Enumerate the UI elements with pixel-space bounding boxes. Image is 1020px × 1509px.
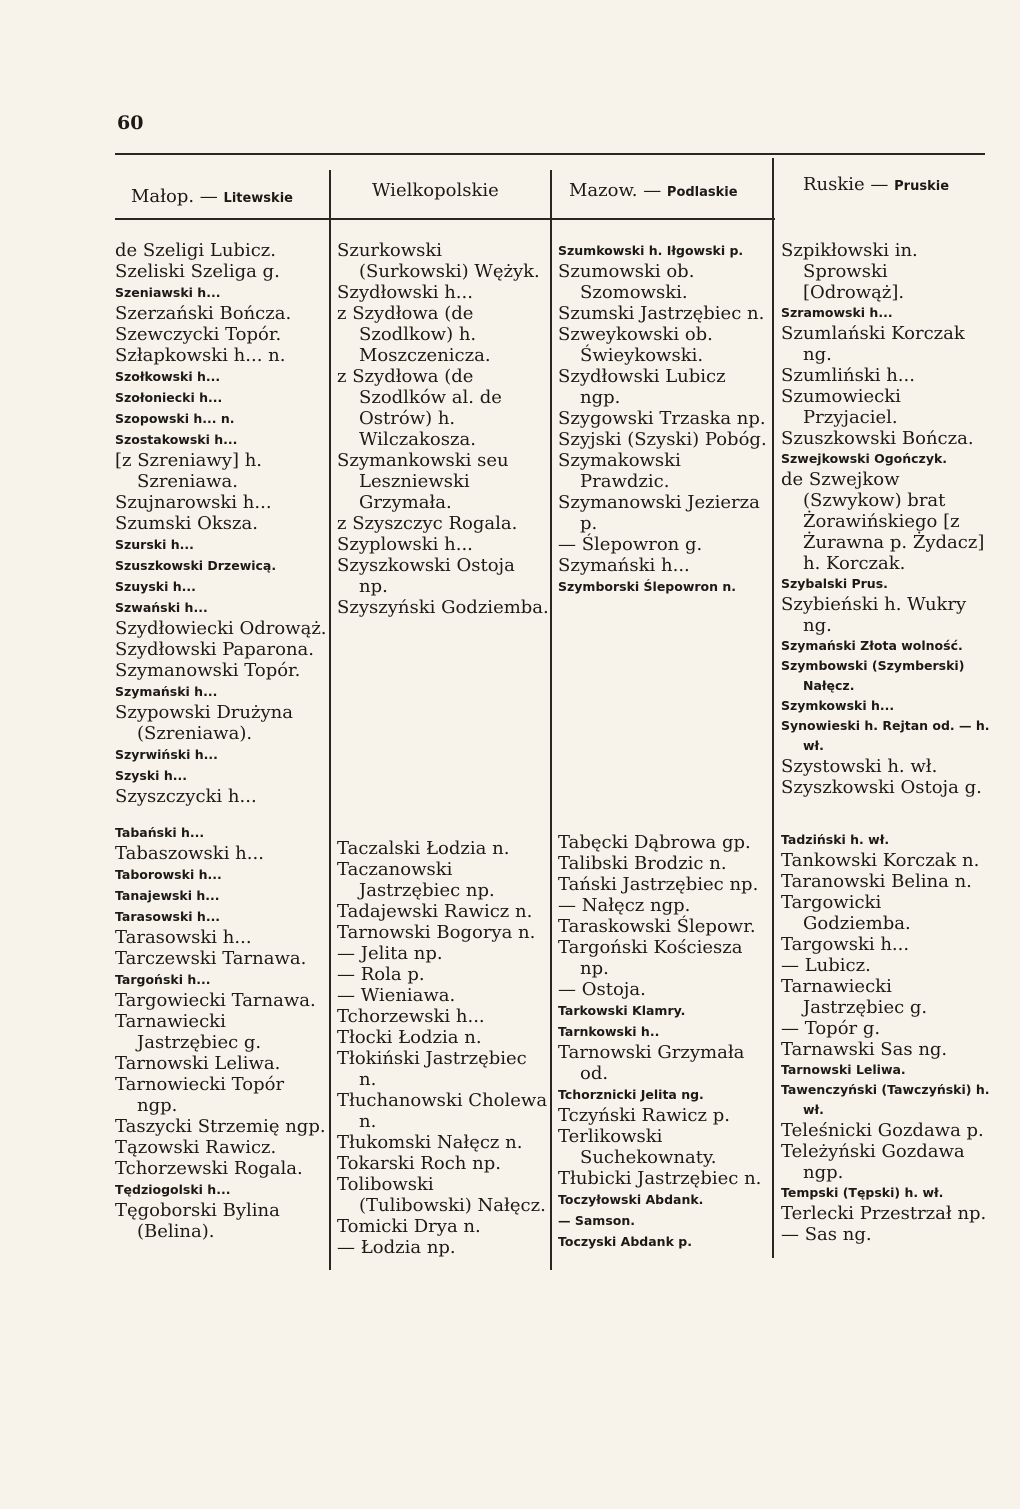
list-item: Tarnowski Leliwa. <box>115 1053 281 1074</box>
list-item: — Łodzia np. <box>337 1237 456 1258</box>
list-item: Synowieski h. Rejtan od. — h. wł. <box>781 718 990 753</box>
list-item: Szymbowski (Szymberski) Nałęcz. <box>781 658 965 693</box>
list-item: Szymankowski seu Leszniewski Grzymała. <box>337 450 509 513</box>
list-item: Toczyski Abdank p. <box>558 1234 692 1249</box>
list-item: Szyplowski h... <box>337 534 473 555</box>
list-item: Szumkowski h. Iłgowski p. <box>558 243 744 258</box>
list-item: Szystowski h. wł. <box>781 756 938 777</box>
list-item: Szpikłowski in. Sprowski [Odrowąż]. <box>781 240 918 303</box>
list-item: Tarasowski h... <box>115 909 221 924</box>
list-item: Szumski Jastrzębiec n. <box>558 303 765 324</box>
header-sub: Litewskie <box>223 191 293 206</box>
list-item: de Szeligi Lubicz. <box>115 240 276 261</box>
list-item: Targowicki Godziemba. <box>781 892 911 934</box>
list-item: Szłapkowski h... n. <box>115 345 286 366</box>
header-sub: Pruskie <box>894 179 950 194</box>
list-item: Tabaszowski h... <box>115 843 264 864</box>
list-item: Szwański h... <box>115 600 208 615</box>
list-item: Targowiecki Tarnawa. <box>115 990 316 1011</box>
list-item: Tłocki Łodzia n. <box>337 1027 482 1048</box>
list-item: Szerzański Bończa. <box>115 303 292 324</box>
list-item: Tchorzewski h... <box>337 1006 485 1027</box>
top-rule <box>115 153 985 155</box>
list-item: Tanajewski h... <box>115 888 220 903</box>
list-item: Szwejkowski Ogończyk. <box>781 451 948 466</box>
list-item: Szymkowski h... <box>781 698 895 713</box>
list-item: Targoński h... <box>115 972 211 987</box>
list-item: Tański Jastrzębiec np. <box>558 874 759 895</box>
header-main: Wielkopolskie <box>372 180 499 201</box>
list-item: Targowski h... <box>781 934 910 955</box>
list-item: Teleżyński Gozdawa ngp. <box>781 1141 965 1183</box>
list-item: — Ostoja. <box>558 979 646 1000</box>
list-item: Talibski Brodzic n. <box>558 853 727 874</box>
list-item: Tarasowski h... <box>115 927 252 948</box>
header-sub: Podlaskie <box>666 185 738 200</box>
list-item: Tabęcki Dąbrowa gp. <box>558 832 751 853</box>
list-item: Szydłowski Lubicz ngp. <box>558 366 726 408</box>
header-wielkopolskie <box>372 180 499 201</box>
header-mazow-podlaskie <box>569 180 738 201</box>
list-item: z Szyszczyc Rogala. <box>337 513 518 534</box>
list-item: Szujnarowski h... <box>115 492 272 513</box>
list-item: Tadziński h. wł. <box>781 832 890 847</box>
list-item: Szumlański Korczak ng. <box>781 323 965 365</box>
list-item: Tarnowiecki Topór ngp. <box>115 1074 285 1116</box>
list-item: — Nałęcz ngp. <box>558 895 691 916</box>
list-item: — Samson. <box>558 1213 635 1228</box>
column-divider-2 <box>550 170 552 1270</box>
list-item: Szumowiecki Przyjaciel. <box>781 386 901 428</box>
column-mazow-t <box>558 832 770 1252</box>
list-item: Szołoniecki h... <box>115 390 223 405</box>
list-item: Szydłowski h... <box>337 282 473 303</box>
list-item: Taczalski Łodzia n. <box>337 838 510 859</box>
list-item: Tczyński Rawicz p. <box>558 1105 730 1126</box>
list-item: Teleśnicki Gozdawa p. <box>781 1120 984 1141</box>
list-item: Szurkowski (Surkowski) Wężyk. <box>337 240 540 282</box>
list-item: Szurski h... <box>115 537 194 552</box>
list-item: Tązowski Rawicz. <box>115 1137 277 1158</box>
list-item: Tawenczyński (Tawczyński) h. wł. <box>781 1082 990 1117</box>
list-item: Tarnawiecki Jastrzębiec g. <box>781 976 928 1018</box>
list-item: — Ślepowron g. <box>558 534 703 555</box>
list-item: Tarnowski Grzymała od. <box>558 1042 745 1084</box>
list-item: Szeniawski h... <box>115 285 221 300</box>
list-item: Tankowski Korczak n. <box>781 850 980 871</box>
list-item: Tłokiński Jastrzębiec n. <box>337 1048 527 1090</box>
header-main: Mazow. — <box>569 180 667 201</box>
column-wielkopolskie-t <box>337 838 549 1258</box>
list-item: Szymanowski Jezierza p. <box>558 492 760 534</box>
column-mazow-sz <box>558 240 770 597</box>
list-item: Szybalski Prus. <box>781 576 888 591</box>
list-item: — Rola p. <box>337 964 425 985</box>
list-item: Toczyłowski Abdank. <box>558 1192 704 1207</box>
list-item: Tarnawski Sas ng. <box>781 1039 948 1060</box>
list-item: Szyszyński Godziemba. <box>337 597 549 618</box>
list-item: Tarkowski Klamry. <box>558 1003 686 1018</box>
list-item: Szuszkowski Bończa. <box>781 428 974 449</box>
list-item: Targoński Kościesza np. <box>558 937 743 979</box>
list-item: Tabański h... <box>115 825 205 840</box>
column-malop-sz <box>115 240 327 807</box>
list-item: Szyszczycki h... <box>115 786 257 807</box>
list-item: Tarnawiecki Jastrzębiec g. <box>115 1011 262 1053</box>
list-item: Szyjski (Szyski) Pobóg. <box>558 429 767 450</box>
header-main: Małop. — <box>131 186 224 207</box>
list-item: Szopowski h... n. <box>115 411 235 426</box>
list-item: — Sas ng. <box>781 1224 872 1245</box>
list-item: z Szydłowa (de Szodlków al. de Ostrów) h. Wilczakosza. <box>337 366 502 450</box>
list-item: Taczanowski Jastrzębiec np. <box>337 859 495 901</box>
list-item: Tomicki Drya n. <box>337 1216 481 1237</box>
header-rule <box>115 218 775 220</box>
list-item: Tęgoborski Bylina (Belina). <box>115 1200 280 1242</box>
list-item: Szyszkowski Ostoja np. <box>337 555 515 597</box>
list-item: Szuszkowski Drzewicą. <box>115 558 277 573</box>
list-item: Tarnowski Leliwa. <box>781 1062 906 1077</box>
list-item: — Jelita np. <box>337 943 443 964</box>
list-item: Taranowski Belina n. <box>781 871 972 892</box>
list-item: — Wieniawa. <box>337 985 456 1006</box>
list-item: Szymborski Ślepowron n. <box>558 579 737 594</box>
list-item: Szymański h... <box>558 555 690 576</box>
list-item: Tadajewski Rawicz n. <box>337 901 533 922</box>
list-item: Terlikowski Suchekownaty. <box>558 1126 717 1168</box>
list-item: Szumliński h... <box>781 365 915 386</box>
list-item: Tokarski Roch np. <box>337 1153 501 1174</box>
list-item: Szygowski Trzaska np. <box>558 408 766 429</box>
list-item: Szybieński h. Wukry ng. <box>781 594 967 636</box>
list-item: Tolibowski (Tulibowski) Nałęcz. <box>337 1174 546 1216</box>
list-item: Szyrwiński h... <box>115 747 218 762</box>
list-item: Szweykowski ob. Świeykowski. <box>558 324 713 366</box>
column-ruskie-t <box>781 830 993 1245</box>
list-item: Taborowski h... <box>115 867 222 882</box>
list-item: Tchorzewski Rogala. <box>115 1158 303 1179</box>
list-item: Szypowski Drużyna (Szreniawa). <box>115 702 293 744</box>
column-ruskie-sz <box>781 240 993 798</box>
header-ruskie-pruskie <box>803 174 949 195</box>
list-item: Szymakowski Prawdzic. <box>558 450 681 492</box>
list-item: de Szwejkow (Szwykow) brat Żorawińskiego [z Żurawna p. Żydacz] h. Korczak. <box>781 469 985 574</box>
list-item: Terlecki Przestrzał np. <box>781 1203 987 1224</box>
column-divider-1 <box>329 170 331 1270</box>
list-item: Szeliski Szeliga g. <box>115 261 280 282</box>
list-item: Szymanowski Topór. <box>115 660 301 681</box>
list-item: Tarnowski Bogorya n. <box>337 922 536 943</box>
list-item: Szydłowiecki Odrowąż. <box>115 618 327 639</box>
list-item: Szewczycki Topór. <box>115 324 282 345</box>
column-divider-3 <box>772 158 774 1258</box>
list-item: Tarczewski Tarnawa. <box>115 948 307 969</box>
header-malop-litewskie <box>131 186 293 207</box>
list-item: Szumowski ob. Szomowski. <box>558 261 695 303</box>
list-item: Szyszkowski Ostoja g. <box>781 777 982 798</box>
list-item: Szramowski h... <box>781 305 893 320</box>
list-item: Szumski Oksza. <box>115 513 258 534</box>
list-item: [z Szreniawy] h. Szreniawa. <box>115 450 263 492</box>
list-item: Szyski h... <box>115 768 187 783</box>
list-item: Tędziogolski h... <box>115 1182 231 1197</box>
list-item: Szołkowski h... <box>115 369 221 384</box>
list-item: Tłuchanowski Cholewa n. <box>337 1090 548 1132</box>
list-item: — Topór g. <box>781 1018 881 1039</box>
list-item: Tłubicki Jastrzębiec n. <box>558 1168 762 1189</box>
list-item: — Lubicz. <box>781 955 871 976</box>
list-item: z Szydłowa (de Szodlkow) h. Moszczenicza. <box>337 303 491 366</box>
list-item: Tchorznicki Jelita ng. <box>558 1087 704 1102</box>
list-item: Szymański Złota wolność. <box>781 638 963 653</box>
list-item: Tarnkowski h.. <box>558 1024 660 1039</box>
list-item: Tłukomski Nałęcz n. <box>337 1132 523 1153</box>
list-item: Szydłowski Paparona. <box>115 639 314 660</box>
column-wielkopolskie-sz <box>337 240 549 618</box>
list-item: Tempski (Tępski) h. wł. <box>781 1185 944 1200</box>
list-item: Szostakowski h... <box>115 432 238 447</box>
list-item: Taszycki Strzemię ngp. <box>115 1116 326 1137</box>
page-number: 60 <box>117 112 144 134</box>
list-item: Szymański h... <box>115 684 218 699</box>
list-item: Taraskowski Ślepowr. <box>558 916 756 937</box>
column-malop-t <box>115 822 327 1242</box>
header-main: Ruskie — <box>803 174 895 195</box>
list-item: Szuyski h... <box>115 579 196 594</box>
